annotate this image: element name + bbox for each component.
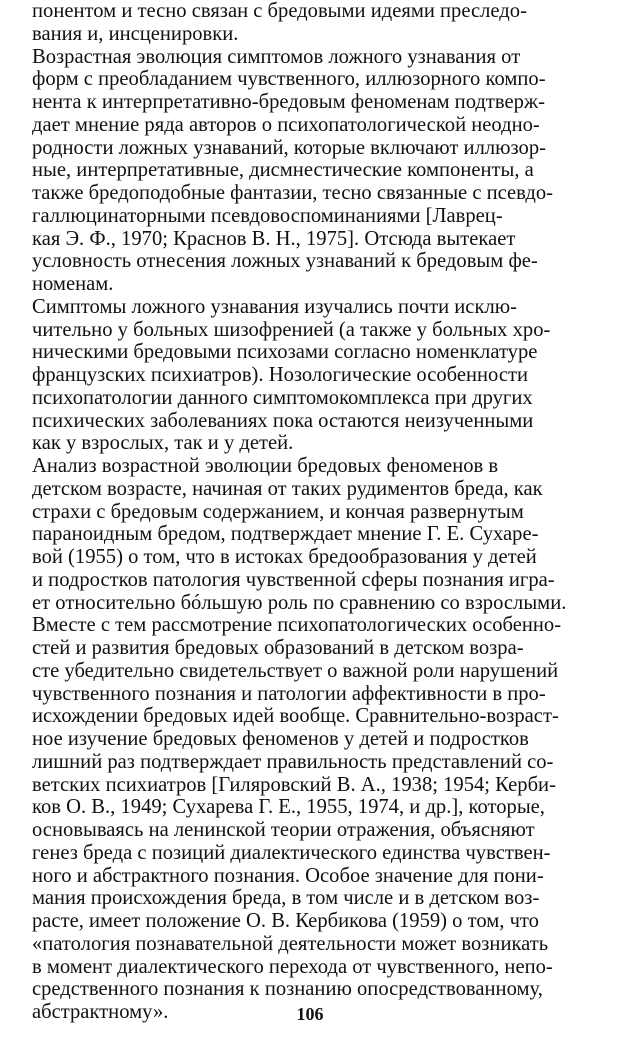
text-line: «патология познавательной деятельности может возникать — [32, 932, 549, 955]
text-line: Возрастная эволюция симптомов ложного узнавания от — [32, 45, 521, 68]
text-line: ное изучение бредовых феноменов у детей и подростков — [32, 728, 529, 750]
text-line: родности ложных узнаваний, которые включают иллюзор- — [32, 136, 546, 159]
page-number: 106 — [296, 1004, 324, 1024]
text-line: номенам. — [32, 273, 114, 295]
text-line: детском возрасте, начиная от таких рудиментов бреда, как — [32, 477, 543, 500]
text-line: условность отнесения ложных узнаваний к бредовым фе- — [32, 250, 538, 273]
text-line: французских психиатров). Нозологические особенности — [32, 364, 529, 386]
text-line: как у взрослых, так и у детей. — [32, 432, 294, 455]
text-line: ветских психиатров [Гиляровский В. А., 1938; 1954; Керби- — [32, 773, 556, 796]
text-line: ническими бредовыми психозами согласно номенклатуре — [32, 341, 538, 364]
text-line: стей и развития бредовых образований в детском возра- — [32, 637, 524, 659]
text-line: дает мнение ряда авторов о психопатологической неодно- — [32, 113, 540, 136]
text-line: Вместе с тем рассмотрение психопатологических особенно- — [32, 614, 562, 637]
text-line: расте, имеет положение О. В. Кербикова (1959) о том, что — [32, 910, 539, 932]
body-text — [32, 0, 610, 1024]
text-line: психопатологии данного симптомокомплекса при других — [32, 386, 533, 409]
text-line: кая Э. Ф., 1970; Краснов В. Н., 1975]. Отсюда вытекает — [32, 227, 516, 250]
text-line: ные, интерпретативные, дисмнестические компоненты, а — [32, 159, 534, 182]
text-line: также бредоподобные фантазии, тесно связанные с псевдо- — [32, 182, 554, 204]
text-line: параноидным бредом, подтверждает мнение Г. Е. Сухаре- — [32, 523, 539, 546]
text-line: Анализ возрастной эволюции бредовых феноменов в — [32, 455, 499, 477]
text-line: нента к интерпретативно-бредовым феноменам подтверж- — [32, 91, 546, 113]
text-line: в момент диалектического перехода от чувственного, непо- — [32, 955, 553, 978]
text-line: галлюцинаторными псевдовоспоминаниями [Лаврец- — [32, 204, 503, 227]
text-line: сте убедительно свидетельствует о важной роли нарушений — [32, 659, 559, 682]
text-line: исхождении бредовых идей вообще. Сравнительно-возраст- — [32, 705, 559, 728]
text-line: вания и, инсценировки. — [32, 22, 239, 45]
text-line: лишний раз подтверждает правильность представлений со- — [32, 750, 554, 773]
text-line: Симптомы ложного узнавания изучались почти исклю- — [32, 295, 517, 318]
text-line: и подростков патология чувственной сферы познания игра- — [32, 568, 555, 591]
text-line: чувственного познания и патологии аффективности в про- — [32, 682, 546, 705]
text-line: чительно у больных шизофренией (а также у больных хро- — [32, 318, 551, 341]
text-line: ков О. В., 1949; Сухарева Г. Е., 1955, 1974, и др.], которые, — [32, 796, 545, 819]
text-line: абстрактному». — [32, 1001, 169, 1023]
text-line: генез бреда с позиций диалектического единства чувствен- — [32, 841, 551, 864]
text-line: страхи с бредовым содержанием, и кончая развернутым — [32, 500, 524, 523]
text-line: понентом и тесно связан с бредовыми идеями преследо- — [32, 0, 527, 22]
text-line: ного и абстрактного познания. Особое значение для пони- — [32, 864, 544, 887]
text-line: средственного познания к познанию опосредствованному, — [32, 978, 543, 1001]
text-line: мания происхождения бреда, в том числе и в детском воз- — [32, 887, 540, 910]
text-line: форм с преобладанием чувственного, иллюзорного компо- — [32, 68, 546, 91]
text-line: вой (1955) о том, что в истоках бредообразования у детей — [32, 546, 537, 568]
text-line: психических заболеваниях пока остаются неизученными — [32, 409, 534, 432]
text-line: основываясь на ленинской теории отражения, объясняют — [32, 819, 535, 841]
text-line: ет относительно бóльшую роль по сравнению со взрослыми. — [32, 591, 567, 614]
